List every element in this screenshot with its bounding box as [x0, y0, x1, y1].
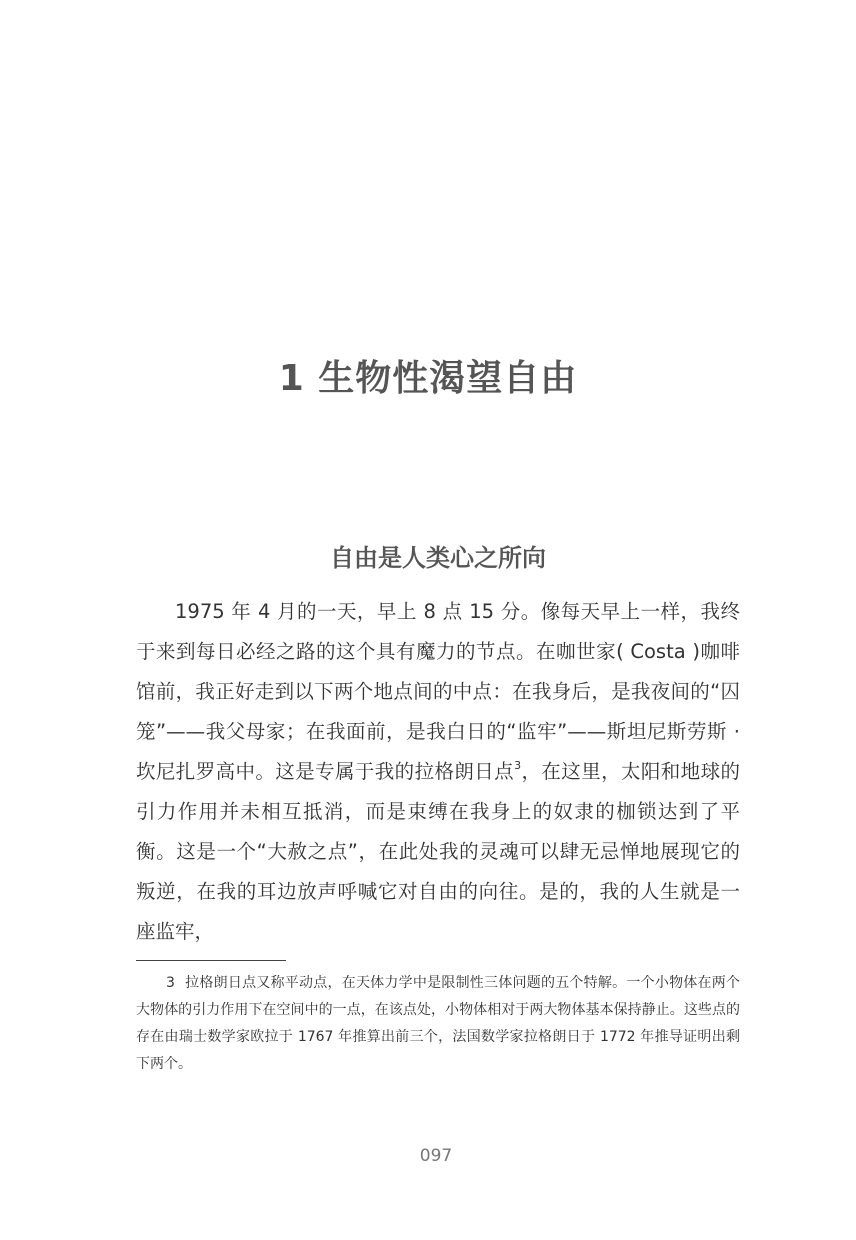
footnote-reference: 3 — [514, 759, 522, 772]
section-title: 自由是人类心之所向 — [330, 543, 546, 572]
footnote-divider — [136, 960, 286, 961]
footnote-text: 拉格朗日点又称平动点，在天体力学中是限制性三体问题的五个特解。一个小物体在两个大物体的引力作用下在空间中的一点，在该点处，小物体相对于两大物体基本保持静止。这些点的存在由瑞士数学家欧拉于 1767 年推算出前三个，法国数学家拉格朗日于 1772 年推导证明出剩下两个。 — [136, 975, 740, 1072]
footnote-number: 3 — [166, 975, 175, 991]
body-paragraph — [136, 592, 740, 952]
chapter-title: 1 生物性渴望自由 — [278, 358, 578, 400]
page-number: 097 — [419, 1146, 453, 1166]
body-text-part-2: ，在这里，太阳和地球的引力作用并未相互抵消，而是束缚在我身上的奴隶的枷锁达到了平衡。这是一个“大赦之点”，在此处我的灵魂可以肆无忌惮地展现它的叛逆，在我的耳边放声呼喊它对自由的向往。是的，我的人生就是一座监牢， — [136, 760, 740, 943]
footnote — [136, 970, 740, 1078]
body-text-part-1: 1975 年 4 月的一天，早上 8 点 15 分。像每天早上一样，我终于来到每日必经之路的这个具有魔力的节点。在咖世家( Costa )咖啡馆前，我正好走到以下两个地点间的中点：在我身后，是我夜间的“囚笼”——我父母家；在我面前，是我白日的“监牢”——斯坦尼斯劳斯 · 坎尼扎罗高中。这是专属于我的拉格朗日点 — [136, 600, 740, 783]
